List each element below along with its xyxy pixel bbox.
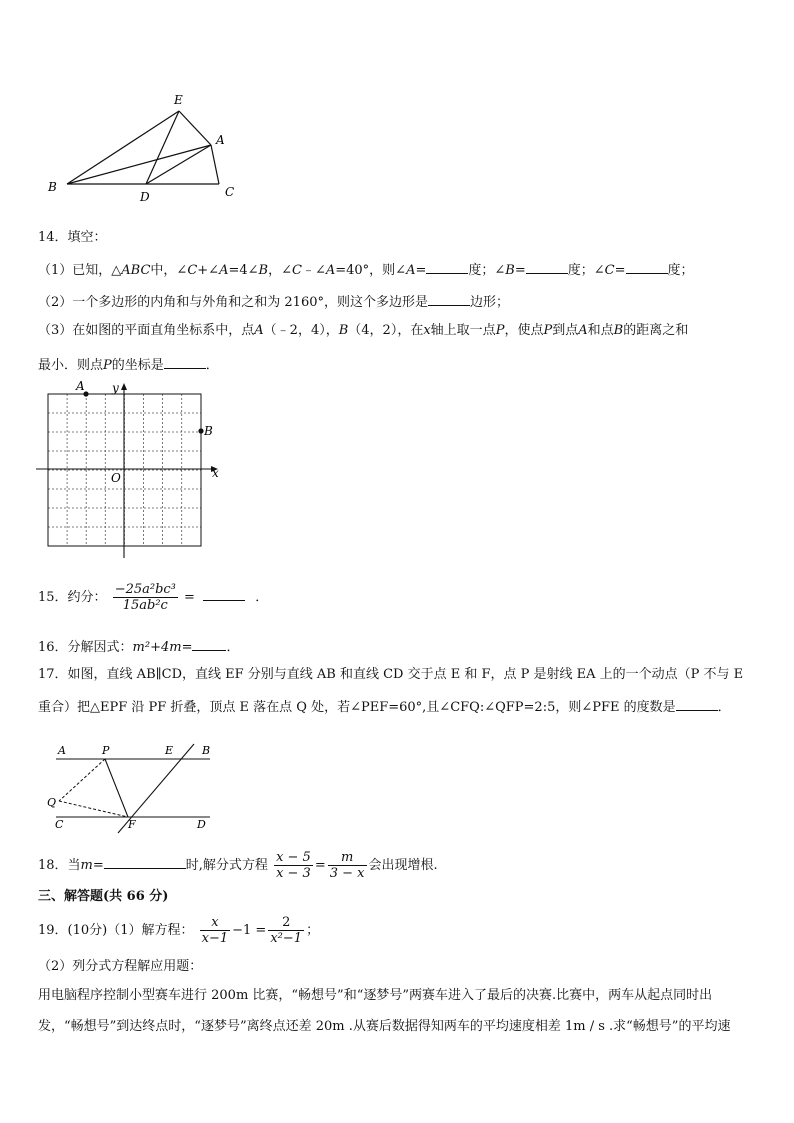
- grid-label-B: B: [204, 424, 213, 438]
- answer-blank-q15[interactable]: [203, 586, 245, 601]
- answer-blank-q18[interactable]: [104, 854, 186, 869]
- label-D: D: [140, 190, 150, 204]
- q15-line: 15．约分： $\frac{\text{−25a²bc³}}{\text{15ab²c}}$ = ．: [38, 582, 269, 613]
- grid-label-y: y: [112, 381, 119, 395]
- label-E: E: [174, 93, 183, 107]
- fig17-label-A: A: [58, 744, 66, 757]
- grid-label-A: A: [76, 379, 85, 393]
- answer-blank-angle-B[interactable]: [526, 259, 568, 274]
- label-B: B: [48, 180, 57, 194]
- answer-blank-angle-A[interactable]: [426, 259, 468, 274]
- point-B: [198, 428, 203, 433]
- q17-line2: 重合）把△EPF 沿 PF 折叠，顶点 E 落在点 Q 处，若∠PEF=60°,且∠CFQ:∠QFP=2:5，则∠PFE 的度数是 ．: [38, 696, 731, 717]
- q14-part3-line1: （3）在如图的平面直角坐标系中，点A（﹣2，4），B（4，2），在x轴上取一点P，使点P到点A和点B的距离之和: [38, 323, 689, 338]
- q16-line: 16．分解因式：m²+4m= ．: [38, 636, 240, 657]
- fig17-label-D: D: [197, 818, 206, 831]
- fig17-label-F: F: [128, 818, 136, 831]
- q18-fraction-right: $\frac{m}{3 - x}$: [329, 850, 365, 881]
- q14-part1: （1）已知，△ABC中，∠C+∠A=4∠B，∠C﹣∠A=40°，则∠A= 度；∠B= 度；∠C= 度；: [38, 259, 694, 280]
- fig17-label-C: C: [55, 818, 64, 831]
- q19-part1: 19．(10分)（1）解方程： $\frac{x}{x-1}$ −1 = $\frac{2}{\text{x²−1}}$ ；: [38, 915, 320, 946]
- answer-blank-angle-C[interactable]: [626, 259, 668, 274]
- fold-figure: [44, 738, 224, 836]
- answer-blank-q17[interactable]: [676, 696, 718, 711]
- fig17-label-E: E: [165, 744, 174, 757]
- q19-part2: （2）列分式方程解应用题：: [38, 959, 203, 974]
- q19-text-line1: 用电脑程序控制小型赛车进行 200m 比赛，“畅想号”和“逐梦号”两赛车进入了最后的决赛.比赛中，两车从起点同时出: [38, 988, 713, 1003]
- fig17-label-Q: Q: [47, 796, 57, 809]
- q14-heading: 14．填空：: [38, 230, 107, 245]
- triangle-figure: [40, 88, 250, 206]
- answer-blank-point-P[interactable]: [164, 354, 206, 369]
- section-3-heading: 三、解答题(共 66 分): [38, 889, 169, 904]
- grid-label-O: O: [111, 471, 121, 485]
- q14-part3-line2: 最小．则点P的坐标是 ．: [38, 354, 219, 375]
- answer-blank-polygon[interactable]: [428, 291, 470, 306]
- q18-fraction-left: $\frac{x - 5}{x - 3}$: [276, 850, 311, 881]
- grid-label-x: x: [212, 466, 219, 480]
- label-A: A: [216, 133, 225, 147]
- q15-numerator: −25a²bc³: [114, 582, 176, 597]
- q19-text-line2: 发，“畅想号”到达终点时，“逐梦号”离终点还差 20m .从赛后数据得知两车的平均速度相差 1m / s .求“畅想号”的平均速: [38, 1019, 731, 1034]
- answer-blank-q16[interactable]: [192, 636, 226, 651]
- fig17-label-B: B: [202, 744, 211, 757]
- q19-fraction-right: $\frac{2}{\text{x²−1}}$: [270, 915, 303, 946]
- q19-fraction-left: $\frac{x}{x-1}$: [201, 915, 229, 946]
- q15-fraction: [113, 582, 178, 613]
- q14-part2: （2）一个多边形的内角和与外角和之和为 2160°，则这个多边形是 边形；: [38, 291, 509, 312]
- fig17-label-P: P: [102, 744, 110, 757]
- q18-line: 18．当m= 时,解分式方程 $\frac{x - 5}{x - 3}$ = $\frac{m}{3 - x}$ 会出现增根.: [38, 850, 438, 881]
- q17-line1: 17．如图，直线 AB∥CD，直线 EF 分别与直线 AB 和直线 CD 交于点 E 和 F，点 P 是射线 EA 上的一个动点（P 不与 E: [38, 667, 744, 682]
- coordinate-grid: [36, 378, 226, 564]
- label-C: C: [225, 185, 235, 199]
- q15-denominator: 15ab²c: [122, 598, 168, 613]
